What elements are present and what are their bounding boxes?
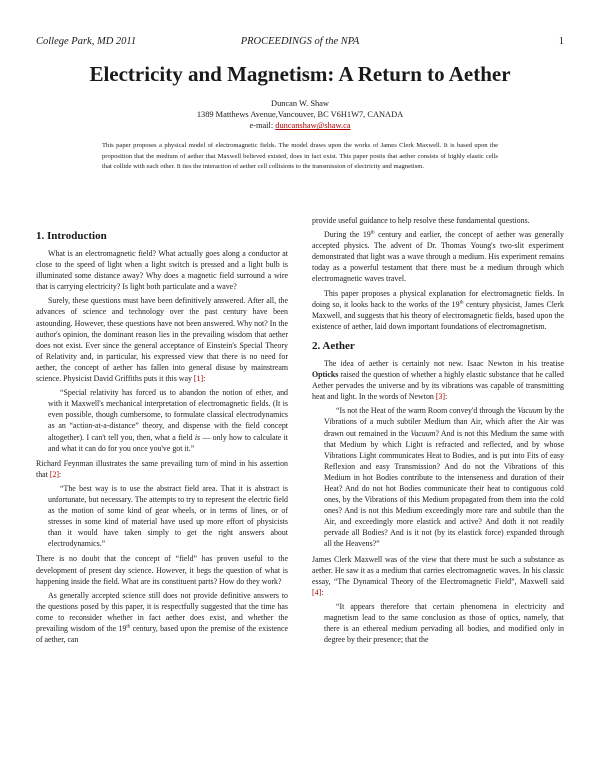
paragraph-text: century physicist, James Clerk Maxwell, and suggests that his theory of electromagnetic fields, based upon the existence of aether, laid down important foundations of electromagnetism.	[312, 299, 564, 331]
section-heading-aether: 2. Aether	[312, 339, 355, 352]
paragraph-text: :	[321, 587, 324, 597]
quote-emphasis: is	[194, 432, 201, 442]
running-head-proceedings: PROCEEDINGS of the NPA	[240, 36, 360, 47]
author-block	[20, 98, 580, 132]
paragraph-text: :	[203, 374, 206, 384]
paragraph	[312, 358, 564, 402]
paragraph-text: :	[445, 392, 448, 402]
paragraph-text: During the 19	[324, 230, 371, 240]
block-quote-newton	[324, 405, 564, 549]
paragraph: What is an electromagnetic field? What actually goes along a conductor at close to the speed of light when a light switch is pressed and a light bulb is illuminated some distance away? Why does a magnetic field surround a wire that is carrying electricity? Is light both particulate and a wave?	[36, 249, 288, 292]
superscript: th	[126, 624, 131, 630]
paragraph-text: As generally accepted science still does not provide definitive answers to the questions posed by this paper, it is respectfully suggested that the time has come to reconsider whether in fact aether does exist, and whether the prevailing wisdom of the 19	[36, 590, 288, 633]
quote-text: ? And is not this Medium the same with that Medium by which Light is refracted and reflected, and by whose Vibrations Light communicates Heat to Bodies, and is put into Fits of easy Reflexion and easy Transmission? And do not the Vibrations of this Medium in hot Bodies contribute to the intenseness and duration of their Heat? And do not hot Bodies communicate their heat to contiguous cold ones, by the Vibrations of this Medium propagated from them into the cold ones? And is not this Medium exceedingly more rare and subtile than the Air, and exceedingly more elastick and active? And doth it not readily pervade all Bodies? And is it not (by its elastick force) expanded through all the Heavens?”	[324, 428, 564, 549]
quote-text: by the Vibrations of a much subtiler Medium than Air, which after the Air was drawn out remained in the	[324, 406, 564, 438]
paragraph	[36, 590, 288, 645]
block-quote-griffiths	[48, 387, 288, 454]
paragraph-text: century, based upon the premise of the existence of aether, can	[36, 624, 288, 645]
quote-text	[324, 405, 564, 549]
quote-text: — only how to calculate it and what it can do for you once you've got it.”	[48, 432, 289, 453]
block-quote-maxwell	[324, 601, 564, 645]
author-email-line	[20, 120, 580, 131]
citation-link-3[interactable]: [3]	[435, 392, 446, 402]
citation-link-2[interactable]: [2]	[49, 469, 60, 479]
paragraph-text: Surely, these questions must have been definitively answered. After all, the advances of science and technology over the past century have been astounding. However, these questions have not been answered. Why not? In the author's opinion, the dominant reason lies in the prevailing wisdom that aether does not exist. Ever since the general acceptance of Einstein's Special Theory of Relativity and, in particular, his expressed view that there is no need for aether, the concept of aether has fallen into general disuse by mainstream science. Physicist David Griffiths puts it this way	[36, 296, 288, 384]
paragraph-text: :	[59, 469, 62, 479]
paragraph	[36, 458, 288, 480]
right-column	[312, 215, 564, 649]
paper-title: Electricity and Magnetism: A Return to Aether	[89, 62, 511, 86]
quote-text	[48, 387, 288, 454]
running-head-venue: College Park, MD 2011	[36, 36, 137, 47]
email-label: e-mail:	[249, 121, 276, 131]
paragraph	[312, 288, 564, 332]
paragraph-text: James Clerk Maxwell was of the view that there must be such a substance as aether. He saw it as a medium that carries electromagnetic waves. In his classic essay, “The Dynamical Theory of the Electromagnetic Field”, Maxwell said	[312, 554, 564, 586]
quote-emphasis: Vacuum	[517, 406, 543, 416]
abstract: This paper proposes a physical model of electromagnetic fields. The model draws upon the works of James Clerk Maxwell. It is based upon the proposition that the medium of aether that Maxwell believed existed, does in fact exist. This paper posits that aether consists of highly elastic cells that collide with each other. It ties the interaction of aether cell collisions to the transmission of electricity and magnetism.	[102, 142, 498, 171]
paragraph: There is no doubt that the concept of “field” has proven useful to the development of present day science. However, it begs the question of what is happening inside the field. What are its constituent parts? How do they work?	[36, 554, 288, 586]
opticks-title: Opticks	[312, 370, 339, 380]
quote-text: “Special relativity has forced us to abandon the notion of ether, and with it Maxwell's mechanical interpretation of electromagnetic fields. (It is even possible, though cumbersome, to formulate classical electrodynamics as an “action-at-a-distance” theory, and dispense with the field concept altogether). I can't tell you, then, what a field	[48, 388, 288, 442]
block-quote-feynman	[48, 483, 288, 550]
paragraph	[312, 554, 564, 598]
left-column	[36, 229, 288, 648]
citation-link-1[interactable]: [1]	[193, 374, 204, 384]
paragraph: provide useful guidance to help resolve these fundamental questions.	[312, 216, 530, 225]
paragraph-text: Richard Feynman illustrates the same prevailing turn of mind in his assertion that	[36, 458, 288, 479]
page-number: 1	[558, 36, 564, 47]
superscript: th	[370, 230, 375, 236]
paragraph	[312, 229, 564, 284]
quote-emphasis: Vacuum	[410, 428, 436, 438]
paragraph	[36, 295, 288, 384]
quote-text: “The best way is to use the abstract field area. That it is abstract is unfortunate, but necessary. The attempts to try to represent the electric field as the motion of some kind of gear wheels, or in terms of lines, or of stresses in some kind of material have used up more effort of physicists than it would have taken simply to get the right answers about electrodynamics.”	[48, 483, 288, 549]
section-heading-introduction: 1. Introduction	[36, 230, 107, 242]
email-link[interactable]: duncanshaw@shaw.ca	[275, 121, 351, 131]
quote-text: “It appears therefore that certain phenomena in electricity and magnetism lead to the same conclusion as those of optics, namely, that there is an ethereal medium pervading all bodies, and modified only in degree by their presence; that the	[324, 601, 564, 645]
author-name: Duncan W. Shaw	[271, 99, 329, 108]
paragraph-text: century and earlier, the concept of aether was generally accepted physics. The advent of Dr. Thomas Young's two-slit experiment demonstrated that light was a wave through a medium. His experiment remains today as a powerful testament that there must be a medium through which electromagnetic waves travel.	[312, 230, 564, 284]
author-address: 1389 Matthews Avenue,Vancouver, BC V6H1W7, CANADA	[196, 110, 404, 120]
superscript: th	[459, 300, 464, 306]
paragraph-text: raised the question of whether a highly elastic substance that he called Aether pervades the universe and by its vibrations was capable of transmitting heat and light. In the words of Newton	[312, 370, 564, 402]
paragraph-text: This paper proposes a physical explanation for electromagnetic fields. In doing so, it looks back to the works of the 19	[312, 288, 564, 309]
paragraph-text: The idea of aether is certainly not new. Isaac Newton in his treatise	[324, 358, 564, 368]
citation-link-4[interactable]: [4]	[312, 587, 322, 597]
quote-text: “Is not the Heat of the warm Room convey'd through the	[336, 406, 518, 416]
